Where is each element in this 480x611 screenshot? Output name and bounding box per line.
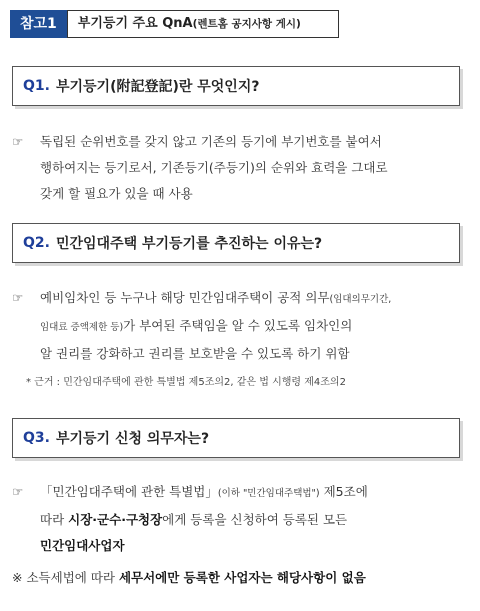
- question-2-text: 민간임대주택 부기등기를 추진하는 이유는?: [55, 236, 323, 252]
- question-3-number: Q3.: [23, 430, 50, 446]
- answer-1: [12, 129, 468, 207]
- answer-2: [12, 285, 468, 367]
- answer-2-line: 가 부여된 주택임을 알 수 있도록 임차인의: [123, 318, 353, 333]
- answer-2-line: 알 권리를 강화하고 권리를 보호받을 수 있도록 하기 위함: [40, 346, 350, 361]
- answer-2-line: 예비임차인 등 누구나 해당 민간임대주택이 공적 의무: [40, 290, 330, 305]
- question-1-text: 부기등기(附記登記)란 무엇인지?: [55, 79, 260, 95]
- question-3-text: 부기등기 신청 의무자는?: [55, 431, 210, 447]
- answer-1-line: 행하여지는 등기로서, 기존등기(주등기)의 순위와 효력을 그대로: [40, 160, 388, 175]
- question-3-box: [12, 418, 460, 458]
- pointing-hand-icon: ☞: [12, 484, 24, 499]
- answer-3-small: (이하 "민간임대주택법"): [217, 488, 320, 499]
- legal-basis-note: * 근거 : 민간임대주택에 관한 특별법 제5조의2, 같은 법 시행령 제4조의2: [26, 377, 346, 388]
- answer-2-small: 임대료 증액제한 등): [40, 322, 124, 333]
- answer-3: [12, 479, 468, 559]
- pointing-hand-icon: ☞: [12, 290, 24, 305]
- question-2-box: [12, 223, 460, 263]
- reference-badge: 참고1: [10, 10, 67, 38]
- footer-bold-text: 세무서에만 등록한 사업자는 해당사항이 없음: [118, 570, 366, 585]
- answer-3-line: 「민간임대주택에 관한 특별법」: [40, 484, 218, 499]
- question-2-number: Q2.: [23, 235, 50, 251]
- answer-3-bold: 시장·군수·구청장: [68, 512, 163, 527]
- title-main: 부기등기 주요 QnA: [77, 16, 193, 31]
- title-sub: (렌트홈 공지사항 게시): [192, 18, 301, 30]
- question-1-number: Q1.: [23, 78, 50, 94]
- question-1-box: [12, 66, 460, 106]
- answer-3-line: 제5조에: [323, 484, 368, 499]
- answer-1-line: 독립된 순위번호를 갖지 않고 기존의 등기에 부기번호를 붙여서: [40, 134, 382, 149]
- answer-2-small: (임대의무기간,: [329, 294, 392, 305]
- footer-text: 소득세법에 따라: [26, 570, 115, 585]
- answer-3-line: 따라: [40, 512, 65, 527]
- answer-3-line: 에게 등록을 신청하여 등록된 모든: [162, 512, 348, 527]
- document-title: [67, 10, 339, 38]
- footer-note: [12, 568, 366, 586]
- answer-1-line: 갖게 할 필요가 있을 때 사용: [40, 186, 193, 201]
- pointing-hand-icon: ☞: [12, 134, 24, 149]
- reference-mark-icon: ※: [12, 570, 23, 585]
- answer-3-bold: 민간임대사업자: [40, 538, 125, 553]
- header: [10, 10, 339, 38]
